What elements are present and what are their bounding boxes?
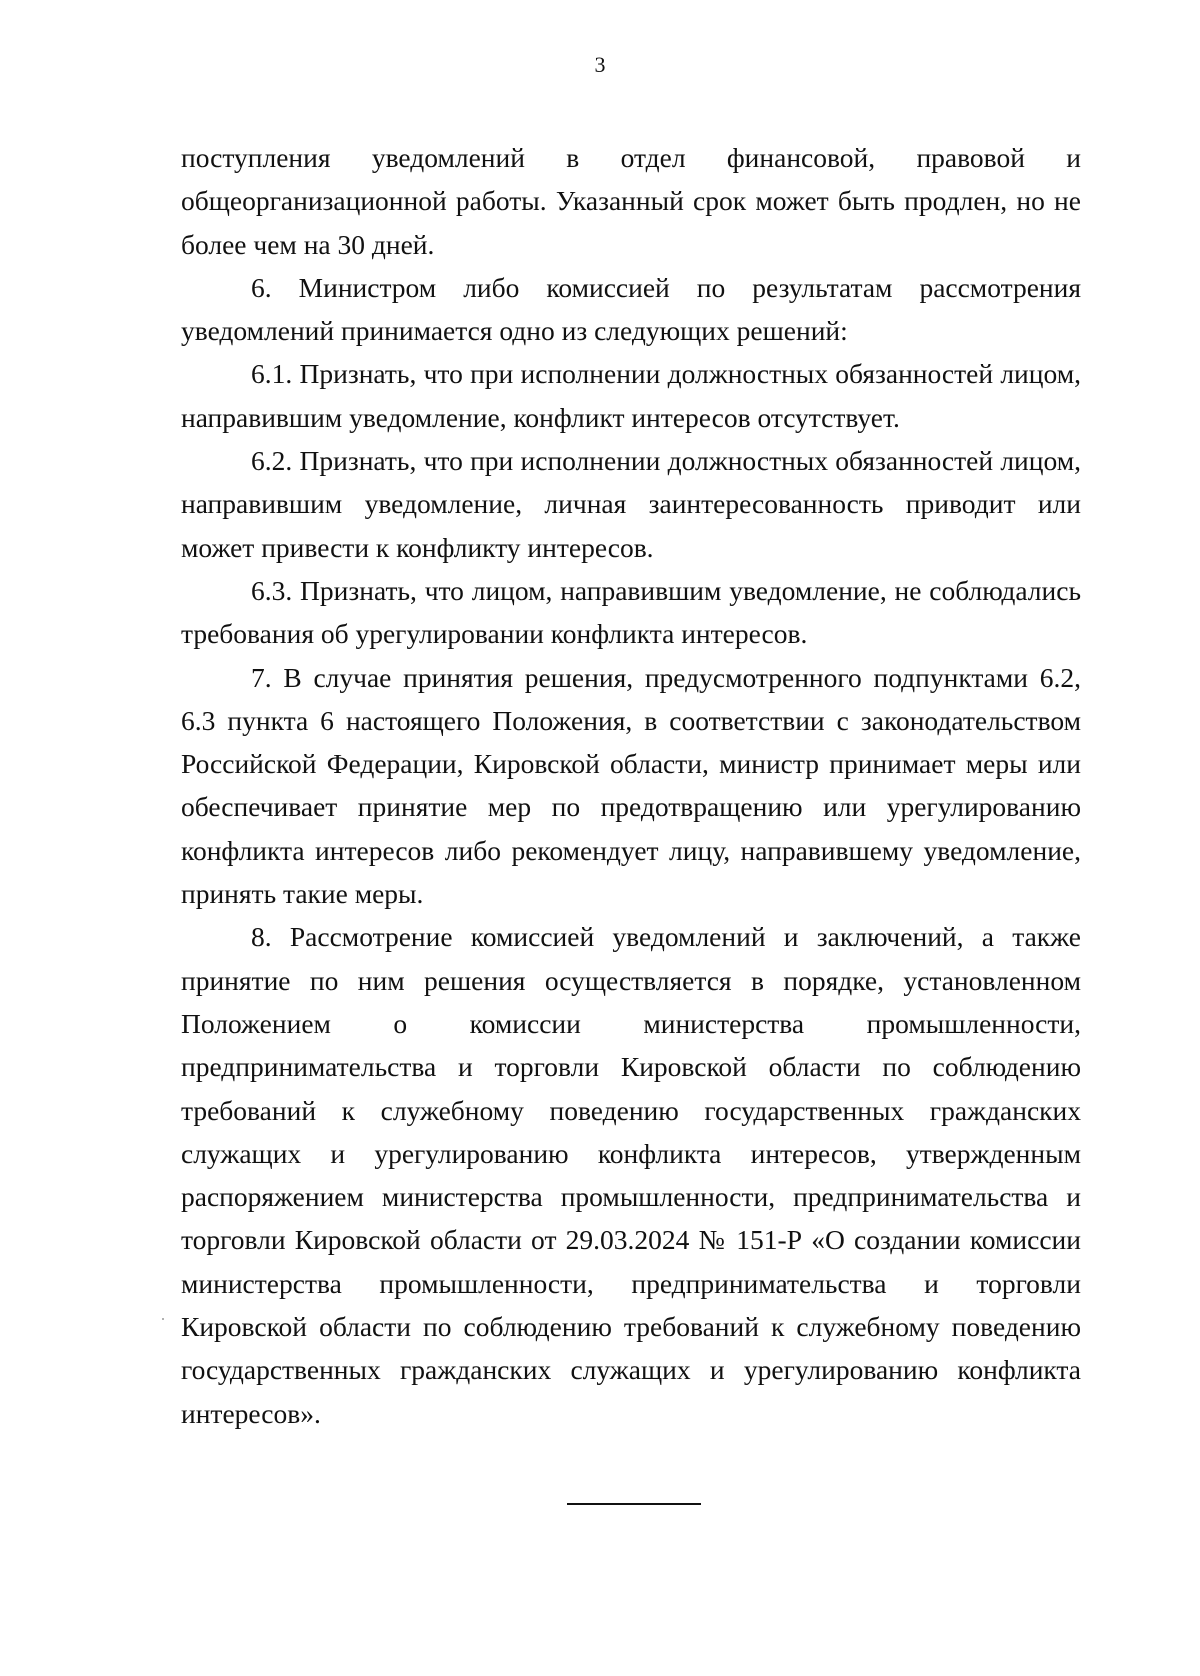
end-of-document-rule	[567, 1503, 701, 1505]
paragraph-item-6-2: 6.2. Признать, что при исполнении должностных обязанностей лицом, направившим уведомление, личная заинтересованность приводит или может привести к конфликту интересов.	[181, 445, 1081, 563]
paragraph-item-6-3: 6.3. Признать, что лицом, направившим уведомление, не соблюдались требования об урегулировании конфликта интересов.	[181, 574, 1081, 650]
paragraph-item-6-1: 6.1. Признать, что при исполнении должностных обязанностей лицом, направившим уведомление, конфликт интересов отсутствует.	[181, 358, 1081, 433]
page-number: 3	[594, 52, 606, 77]
paragraph-item-6: 6. Министром либо комиссией по результатам рассмотрения уведомлений принимается одно из следующих решений:	[181, 271, 1081, 347]
scan-speck	[162, 1318, 164, 1320]
paragraph-item-7: 7. В случае принятия решения, предусмотренного подпунктами 6.2, 6.3 пункта 6 настоящего Положения, в соответствии с законодательством Российской Федерации, Кировской области, министр принимает меры или обеспечивает принятие мер по предотвращению или урегулированию конфликта интересов либо рекомендует лицу, направившему уведомление, принять такие меры.	[181, 661, 1081, 910]
paragraph-item-8: 8. Рассмотрение комиссией уведомлений и заключений, а также принятие по ним решения осуществляется в порядке, установленном Положением о комиссии министерства промышленности, предпринимательства и торговли Кировской области по соблюдению требований к служебному поведению государственных гражданских служащих и урегулированию конфликта интересов, утвержденным распоряжением министерства промышленности, предпринимательства и торговли Кировской области от 29.03.2024 № 151-Р «О создании комиссии министерства промышленности, предпринимательства и торговли Кировской области по соблюдению требований к служебному поведению государственных гражданских служащих и урегулированию конфликта интересов».	[181, 921, 1081, 1429]
document-body	[181, 136, 1081, 1435]
paragraph-continuation: поступления уведомлений в отдел финансовой, правовой и общеорганизационной работы. Указанный срок может быть продлен, но не более чем на 30 дней.	[181, 142, 1081, 260]
